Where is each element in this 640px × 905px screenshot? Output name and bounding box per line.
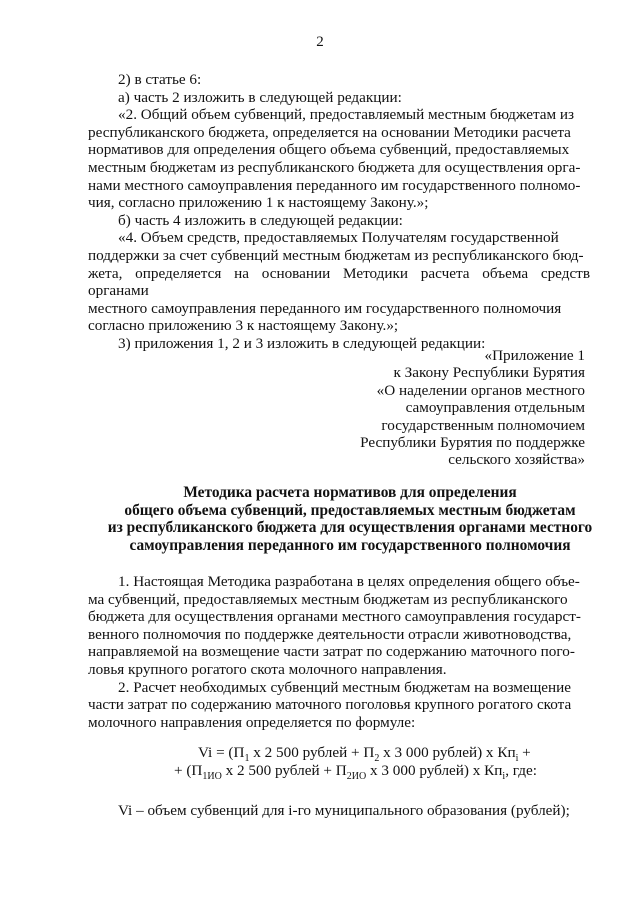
- quote-part2-line: нами местного самоуправления переданного им государственного полномо-: [88, 176, 581, 194]
- title-line: из республиканского бюджета для осуществления органами местного: [107, 519, 593, 536]
- para1-line: венного полномочия по поддержке деятельности отрасли животноводства,: [88, 625, 572, 643]
- quote-part2-line: чия, согласно приложению 1 к настоящему Закону.»;: [88, 194, 429, 212]
- para1-line: ма субвенций, предоставляемых местным бюджетам из республиканского: [88, 590, 568, 608]
- formula-text: х 2 500 рублей + П: [221, 762, 347, 779]
- formula-text: х 3 000 рублей) х Кп: [379, 744, 516, 761]
- subitem-b: б) часть 4 изложить в следующей редакции:: [118, 211, 403, 229]
- annex-line: государственным полномочием: [381, 416, 585, 434]
- vi-definition: [118, 802, 598, 820]
- formula-subscript: i: [502, 771, 506, 783]
- para2-line: молочного направления определяется по формуле:: [88, 713, 416, 731]
- quote-part2-line: местным бюджетам из республиканского бюджета для осуществления орга-: [88, 158, 581, 176]
- formula-text: х 3 000 рублей) х Кп: [366, 762, 503, 779]
- formula-text: + (П: [174, 762, 203, 779]
- quote-part4: [88, 229, 590, 335]
- quote-part2: [88, 106, 590, 212]
- quote-part4-line: местного самоуправления переданного им государственного полномочия: [88, 299, 562, 317]
- annex-header: [285, 347, 585, 469]
- item-2-heading: 2) в статье 6:: [118, 71, 202, 88]
- vi-definition-text: Vi – объем субвенций для i-го муниципального образования (рублей);: [118, 802, 570, 819]
- formula-subscript: 1: [244, 753, 250, 765]
- formula-line-2: [0, 762, 640, 783]
- para1-line: ловья крупного рогатого скота молочного направления.: [88, 660, 447, 678]
- quote-part2-line: республиканского бюджета, определяется на основании Методики расчета: [88, 123, 571, 141]
- article6-amendments: [88, 71, 590, 353]
- formula-text: +: [518, 744, 531, 761]
- para1-line: бюджета для осуществления органами местного самоуправления государст-: [88, 608, 581, 626]
- formula-text: , где:: [505, 762, 537, 779]
- item-3-heading: 3) приложения 1, 2 и 3 изложить в следующей редакции:: [118, 334, 486, 352]
- formula-subscript: 2: [374, 753, 380, 765]
- quote-part4-line: жета, определяется на основании Методики расчета объема средств органами: [88, 264, 590, 300]
- annex-line: к Закону Республики Бурятия: [393, 364, 585, 382]
- title-line: общего объема субвенций, предоставляемых местным бюджетам: [124, 501, 576, 519]
- quote-part2-line: нормативов для определения общего объема субвенций, предоставляемых: [88, 141, 570, 159]
- formula-subscript: 1ИО: [202, 771, 222, 783]
- title-line: самоуправления переданного им государственного полномочия: [129, 536, 571, 554]
- para1-line: направляемой на возмещение части затрат по содержанию маточного пого-: [88, 643, 575, 661]
- quote-part4-line: согласно приложению 3 к настоящему Закону.»;: [88, 317, 399, 335]
- formula-text: Vi = (П: [198, 744, 245, 761]
- methodology-title: [80, 484, 620, 554]
- formula-subscript: i: [515, 753, 519, 765]
- para2-line: 2. Расчет необходимых субвенций местным бюджетам на возмещение: [118, 678, 572, 696]
- formula-text: х 2 500 рублей + П: [249, 744, 375, 761]
- annex-line: «Приложение 1: [484, 347, 585, 364]
- quote-part2-line: «2. Общий объем субвенций, предоставляемый местным бюджетам из: [118, 106, 575, 124]
- formula-subscript: 2ИО: [346, 771, 367, 783]
- annex-line: «О наделении органов местного: [376, 381, 585, 399]
- page-number: 2: [316, 34, 324, 50]
- annex-line: самоуправления отдельным: [405, 399, 585, 417]
- subitem-a: а) часть 2 изложить в следующей редакции:: [118, 88, 402, 106]
- annex-line: сельского хозяйства»: [448, 451, 585, 469]
- para2-line: части затрат по содержанию маточного поголовья крупного рогатого скота: [88, 696, 572, 714]
- formula-line-1: [0, 744, 640, 765]
- formula: [0, 744, 640, 783]
- annex-line: Республики Бурятия по поддержке: [360, 434, 585, 452]
- title-line: Методика расчета нормативов для определения: [183, 484, 517, 501]
- para1-line: 1. Настоящая Методика разработана в целях определения общего объе-: [118, 573, 580, 590]
- quote-part4-line: поддержки за счет субвенций местным бюджетам из республиканского бюд-: [88, 246, 584, 264]
- quote-part4-line: «4. Объем средств, предоставляемых Получателям государственной: [118, 229, 559, 247]
- methodology-body: [88, 573, 590, 731]
